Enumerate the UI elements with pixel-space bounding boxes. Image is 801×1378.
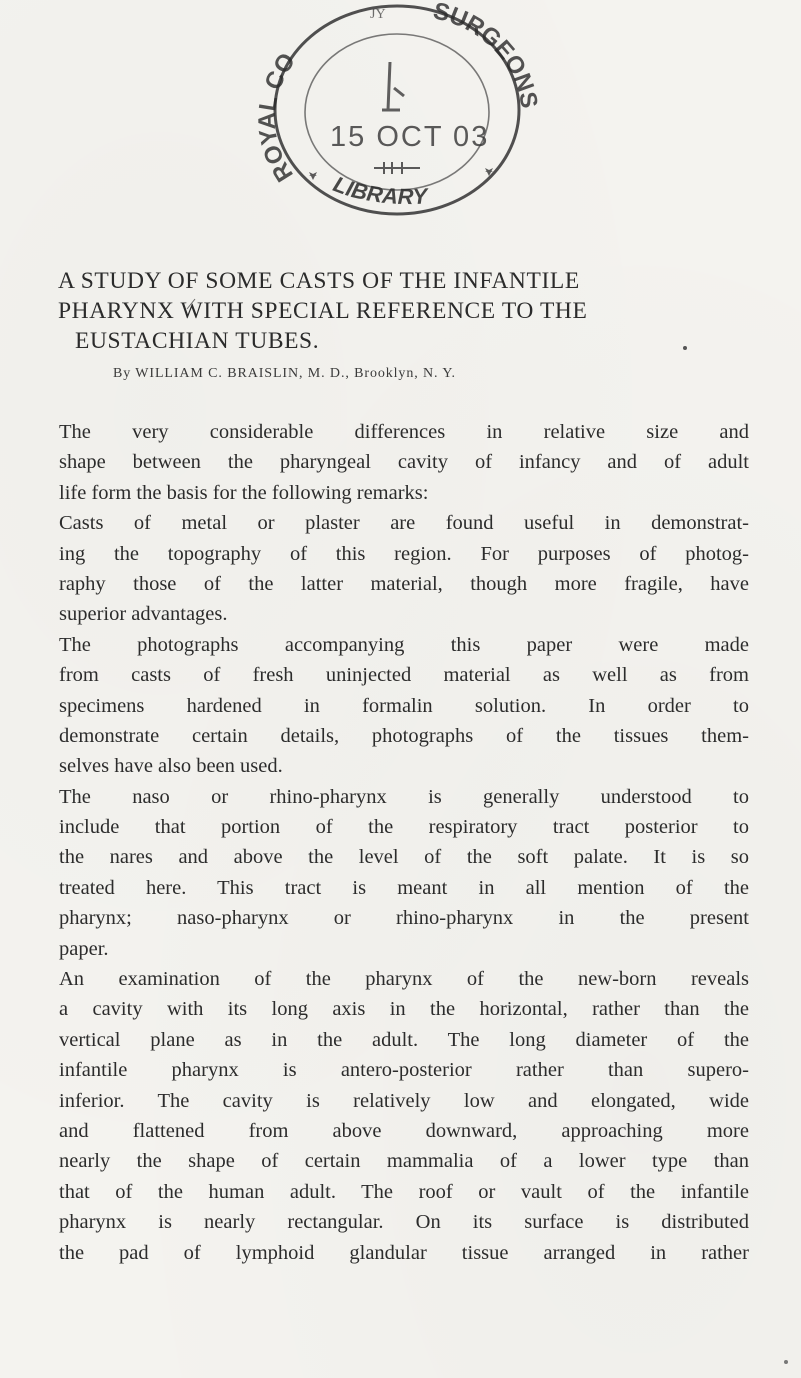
text-line: and flattened from above downward, approaching more (59, 1119, 749, 1142)
stray-dot-bottom (784, 1360, 788, 1364)
text-line: life form the basis for the following remarks: (59, 481, 429, 504)
text-line: demonstrate certain details, photographs of the tissues them- (59, 724, 749, 747)
text-line: inferior. The cavity is relatively low and elongated, wide (59, 1089, 749, 1112)
text-line: An examination of the pharynx of the new-born reveals (59, 968, 749, 991)
text-line: a cavity with its long axis in the horizontal, rather than the (59, 998, 749, 1021)
text-line: the pad of lymphoid glandular tissue arranged in rather (59, 1241, 749, 1264)
text-line: pharynx; naso-pharynx or rhino-pharynx in the present (59, 907, 749, 930)
text-line: ing the topography of this region. For purposes of photog- (59, 542, 749, 565)
text-line: nearly the shape of certain mammalia of a lower type than (59, 1150, 749, 1173)
library-stamp (222, 0, 562, 225)
library-stamp-graphic (222, 0, 562, 225)
text-line: The photographs accompanying this paper were made (59, 633, 749, 656)
text-line: The naso or rhino-pharynx is generally understood to (59, 785, 749, 808)
text-line: treated here. This tract is meant in all mention of the (59, 876, 749, 899)
text-line: vertical plane as in the adult. The long diameter of the (59, 1028, 749, 1051)
text-line: that of the human adult. The roof or vault of the infantile (59, 1180, 749, 1203)
stamp-star-left-icon (309, 172, 317, 180)
title-line-2: PHARYNX WITH SPECIAL REFERENCE TO THE (58, 298, 588, 324)
title-line-3: EUSTACHIAN TUBES. (75, 328, 320, 354)
stamp-ring-text-bottom: LIBRARY (329, 171, 428, 210)
text-line: selves have also been used. (59, 755, 283, 778)
svg-text:ROYAL CO (254, 48, 301, 186)
text-line: the nares and above the level of the soft palate. It is so (59, 846, 749, 869)
stamp-mark: JY (370, 7, 386, 22)
article-body (59, 417, 749, 1268)
text-line: paper. (59, 937, 109, 960)
stamp-date: 15 OCT 03 (330, 121, 490, 153)
text-line: specimens hardened in formalin solution. In order to (59, 694, 749, 717)
text-line: infantile pharynx is antero-posterior rather than supero- (59, 1059, 749, 1082)
stray-dot (683, 346, 687, 350)
author-byline: By WILLIAM C. BRAISLIN, M. D., Brooklyn, N. Y. (113, 366, 456, 381)
text-line: superior advantages. (59, 603, 228, 626)
text-line: pharynx is nearly rectangular. On its surface is distributed (59, 1211, 749, 1234)
text-line: from casts of fresh uninjected material as well as from (59, 664, 749, 687)
article-title (58, 266, 748, 356)
title-line-1: A STUDY OF SOME CASTS OF THE INFANTILE (58, 268, 580, 294)
stamp-ring-text-right: SURGEONS (430, 0, 543, 111)
text-line: raphy those of the latter material, though more fragile, have (59, 572, 749, 595)
text-line: The very considerable differences in relative size and (59, 421, 749, 443)
text-line: Casts of metal or plaster are found useful in demonstrat- (59, 512, 749, 535)
text-line: include that portion of the respiratory tract posterior to (59, 816, 749, 839)
stamp-ring-text-left: ROYAL CO (253, 48, 302, 187)
text-line: shape between the pharyngeal cavity of infancy and of adult (59, 451, 749, 474)
